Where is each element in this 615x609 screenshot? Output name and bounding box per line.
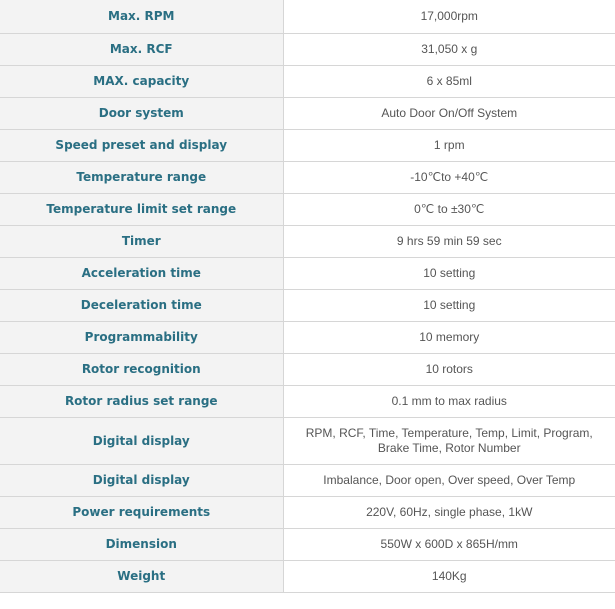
spec-row-max-rpm — [0, 0, 615, 33]
spec-value: 9 hrs 59 min 59 sec — [283, 225, 615, 257]
spec-value: 10 setting — [283, 257, 615, 289]
spec-value: 10 memory — [283, 321, 615, 353]
spec-label: Max. RCF — [0, 33, 283, 65]
spec-label: Rotor radius set range — [0, 385, 283, 417]
spec-label: Max. RPM — [0, 0, 283, 33]
spec-label: Rotor recognition — [0, 353, 283, 385]
spec-value: 17,000rpm — [283, 0, 615, 33]
spec-value: 140Kg — [283, 560, 615, 592]
spec-row-temperature-limit — [0, 193, 615, 225]
spec-row-programmability — [0, 321, 615, 353]
spec-value: 31,050 x g — [283, 33, 615, 65]
spec-value-line: Brake Time, Rotor Number — [377, 440, 521, 455]
spec-row-max-rcf — [0, 33, 615, 65]
spec-row-speed-preset — [0, 129, 615, 161]
spec-value: -10℃to +40℃ — [283, 161, 615, 193]
spec-row-max-capacity — [0, 65, 615, 97]
spec-label: Temperature limit set range — [0, 193, 283, 225]
spec-value: Auto Door On/Off System — [283, 97, 615, 129]
spec-row-acceleration-time — [0, 257, 615, 289]
spec-label: Digital display — [0, 464, 283, 496]
spec-value: 220V, 60Hz, single phase, 1kW — [283, 496, 615, 528]
spec-label: Temperature range — [0, 161, 283, 193]
spec-row-deceleration-time — [0, 289, 615, 321]
spec-value: 10 setting — [283, 289, 615, 321]
spec-label: Programmability — [0, 321, 283, 353]
spec-value: 550W x 600D x 865H/mm — [283, 528, 615, 560]
spec-label: Weight — [0, 560, 283, 592]
spec-label: Door system — [0, 97, 283, 129]
spec-value: 1 rpm — [283, 129, 615, 161]
spec-row-power-requirements — [0, 496, 615, 528]
spec-value: 0℃ to ±30℃ — [283, 193, 615, 225]
spec-label: Acceleration time — [0, 257, 283, 289]
spec-label: Timer — [0, 225, 283, 257]
spec-value: 0.1 mm to max radius — [283, 385, 615, 417]
spec-row-timer — [0, 225, 615, 257]
spec-row-rotor-recognition — [0, 353, 615, 385]
spec-label: Deceleration time — [0, 289, 283, 321]
spec-row-dimension — [0, 528, 615, 560]
spec-value: 10 rotors — [283, 353, 615, 385]
spec-row-digital-display-readouts — [0, 417, 615, 464]
spec-label: Digital display — [0, 417, 283, 464]
spec-row-rotor-radius — [0, 385, 615, 417]
spec-label: MAX. capacity — [0, 65, 283, 97]
spec-row-door-system — [0, 97, 615, 129]
spec-row-weight — [0, 560, 615, 592]
spec-value: Imbalance, Door open, Over speed, Over Temp — [283, 464, 615, 496]
spec-row-temperature-range — [0, 161, 615, 193]
spec-label: Speed preset and display — [0, 129, 283, 161]
spec-label: Dimension — [0, 528, 283, 560]
spec-value: 6 x 85ml — [283, 65, 615, 97]
spec-row-digital-display-alarms — [0, 464, 615, 496]
spec-value-line: RPM, RCF, Time, Temperature, Temp, Limit, Program, — [305, 425, 593, 440]
spec-label: Power requirements — [0, 496, 283, 528]
spec-value — [283, 417, 615, 464]
